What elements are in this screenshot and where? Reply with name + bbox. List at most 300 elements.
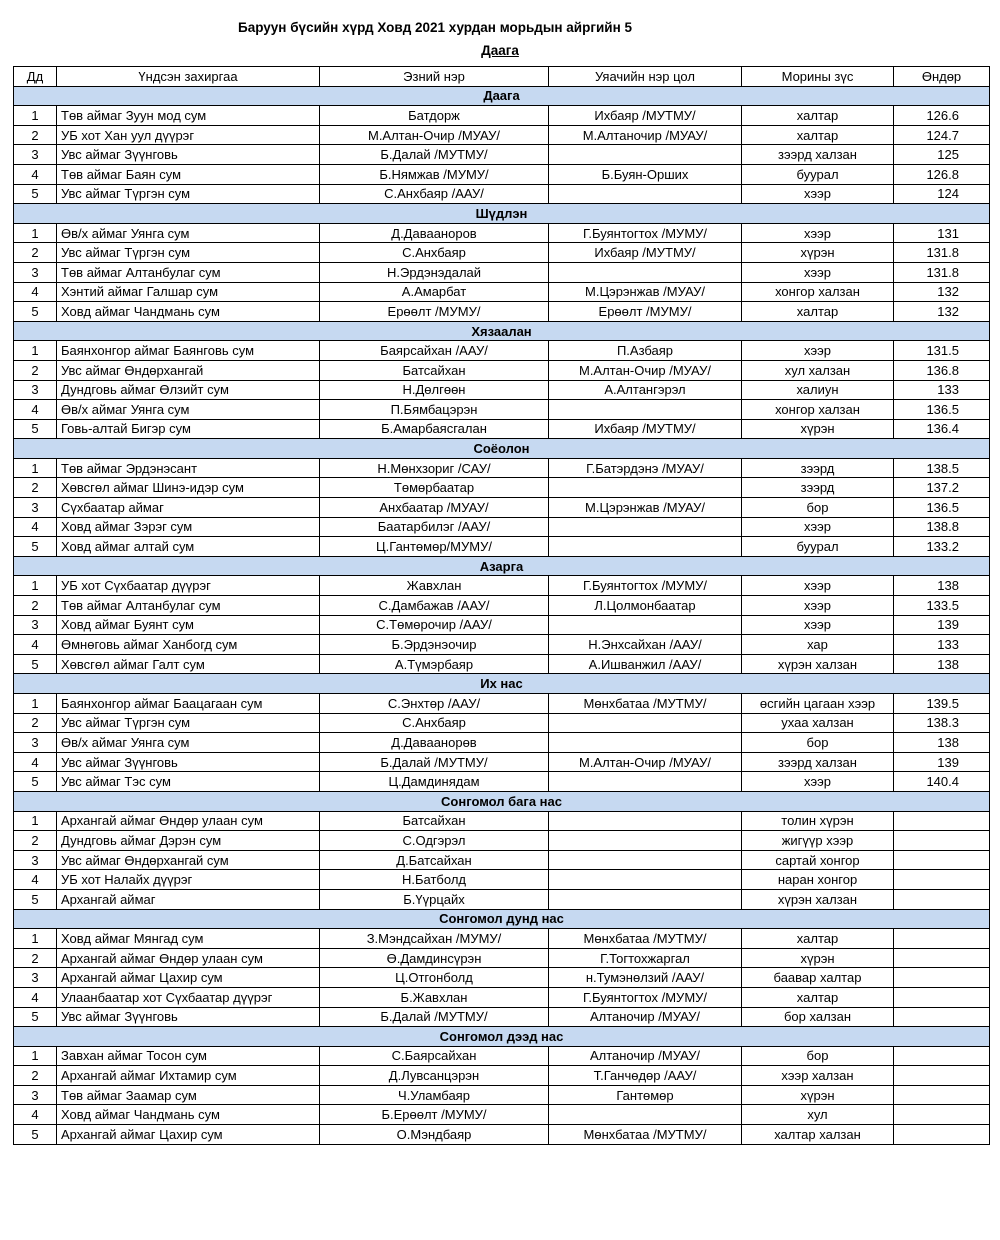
cell-horse-color: халтар	[742, 106, 894, 126]
table-header-row	[14, 67, 990, 87]
cell-owner: Ерөөлт /МУМУ/	[320, 302, 549, 322]
cell-trainer	[549, 811, 742, 831]
cell-horse-color: жигүүр хээр	[742, 831, 894, 851]
results-table	[13, 66, 990, 1145]
cell-horse-color: хээр	[742, 341, 894, 361]
table-row	[14, 811, 990, 831]
cell-trainer: Г.Буянтогтох /МУМУ/	[549, 223, 742, 243]
cell-horse-color: халтар халзан	[742, 1125, 894, 1145]
cell-trainer	[549, 400, 742, 420]
cell-horse-color: халтар	[742, 125, 894, 145]
cell-number: 4	[14, 635, 57, 655]
cell-owner: Д.Давааноров	[320, 223, 549, 243]
cell-height: 124	[894, 184, 990, 204]
cell-number: 1	[14, 106, 57, 126]
section-title: Сонгомол дунд нас	[14, 909, 990, 929]
cell-height: 133.5	[894, 596, 990, 616]
table-row	[14, 615, 990, 635]
cell-owner: С.Дамбажав /ААУ/	[320, 596, 549, 616]
cell-trainer	[549, 517, 742, 537]
cell-height: 137.2	[894, 478, 990, 498]
cell-number: 4	[14, 517, 57, 537]
cell-trainer: М.Алтан-Очир /МУАУ/	[549, 360, 742, 380]
section-row	[14, 1027, 990, 1047]
cell-number: 3	[14, 262, 57, 282]
cell-height: 136.4	[894, 419, 990, 439]
table-row	[14, 400, 990, 420]
cell-owner: С.Энхтөр /ААУ/	[320, 694, 549, 714]
cell-height	[894, 929, 990, 949]
cell-height: 139	[894, 615, 990, 635]
table-row	[14, 831, 990, 851]
cell-trainer: Г.Буянтогтох /МУМУ/	[549, 576, 742, 596]
cell-trainer: Г.Буянтогтох /МУМУ/	[549, 987, 742, 1007]
table-row	[14, 1046, 990, 1066]
cell-district: Төв аймаг Алтанбулаг сум	[57, 262, 320, 282]
cell-district: Улаанбаатар хот Сүхбаатар дүүрэг	[57, 987, 320, 1007]
cell-owner: Батсайхан	[320, 811, 549, 831]
header-owner: Эзний нэр	[320, 67, 549, 87]
cell-district: Архангай аймаг Ихтамир сум	[57, 1066, 320, 1086]
table-row	[14, 498, 990, 518]
table-row	[14, 458, 990, 478]
cell-horse-color: буурал	[742, 537, 894, 557]
cell-owner: Н.Батболд	[320, 870, 549, 890]
cell-owner: Төмөрбаатар	[320, 478, 549, 498]
cell-district: Ховд аймаг Буянт сум	[57, 615, 320, 635]
cell-number: 3	[14, 850, 57, 870]
cell-trainer	[549, 889, 742, 909]
cell-number: 1	[14, 929, 57, 949]
table-row	[14, 654, 990, 674]
cell-owner: С.Одгэрэл	[320, 831, 549, 851]
cell-number: 2	[14, 360, 57, 380]
cell-number: 2	[14, 478, 57, 498]
cell-horse-color: зээрд халзан	[742, 145, 894, 165]
cell-number: 2	[14, 713, 57, 733]
table-row	[14, 223, 990, 243]
section-title: Даага	[14, 86, 990, 106]
cell-height: 138.8	[894, 517, 990, 537]
table-row	[14, 752, 990, 772]
cell-height	[894, 1066, 990, 1086]
cell-district: УБ хот Хан уул дүүрэг	[57, 125, 320, 145]
cell-district: Хөвсгөл аймаг Шинэ-идэр сум	[57, 478, 320, 498]
table-row	[14, 478, 990, 498]
table-row	[14, 968, 990, 988]
header-height: Өндөр	[894, 67, 990, 87]
cell-trainer	[549, 831, 742, 851]
cell-height: 138	[894, 576, 990, 596]
cell-owner: Б.Далай /МУТМУ/	[320, 752, 549, 772]
cell-horse-color: хүрэн	[742, 1085, 894, 1105]
cell-horse-color: өсгийн цагаан хээр	[742, 694, 894, 714]
cell-height: 133	[894, 635, 990, 655]
cell-district: Увс аймаг Зүүнговь	[57, 752, 320, 772]
cell-number: 4	[14, 400, 57, 420]
table-row	[14, 380, 990, 400]
cell-owner: Б.Жавхлан	[320, 987, 549, 1007]
cell-horse-color: хээр	[742, 517, 894, 537]
cell-height: 124.7	[894, 125, 990, 145]
cell-horse-color: хүрэн	[742, 243, 894, 263]
cell-trainer	[549, 870, 742, 890]
table-row	[14, 850, 990, 870]
cell-horse-color: бор халзан	[742, 1007, 894, 1027]
cell-height	[894, 1105, 990, 1125]
cell-trainer: Ерөөлт /МУМУ/	[549, 302, 742, 322]
header-district: Үндсэн захиргаа	[57, 67, 320, 87]
cell-owner: Баярсайхан /ААУ/	[320, 341, 549, 361]
cell-number: 1	[14, 458, 57, 478]
section-row	[14, 909, 990, 929]
table-row	[14, 106, 990, 126]
table-row	[14, 1125, 990, 1145]
cell-horse-color: хээр	[742, 262, 894, 282]
cell-number: 1	[14, 694, 57, 714]
cell-owner: Б.Далай /МУТМУ/	[320, 1007, 549, 1027]
cell-horse-color: халтар	[742, 929, 894, 949]
cell-trainer: Мөнхбатаа /МУТМУ/	[549, 929, 742, 949]
table-row	[14, 929, 990, 949]
cell-trainer	[549, 262, 742, 282]
cell-height	[894, 850, 990, 870]
cell-horse-color: зээрд халзан	[742, 752, 894, 772]
cell-trainer	[549, 184, 742, 204]
cell-district: Увс аймаг Зүүнговь	[57, 145, 320, 165]
cell-district: Ховд аймаг Чандмань сум	[57, 1105, 320, 1125]
cell-district: Өв/х аймаг Уянга сум	[57, 733, 320, 753]
cell-owner: Б.Амарбаясгалан	[320, 419, 549, 439]
cell-number: 4	[14, 1105, 57, 1125]
table-row	[14, 243, 990, 263]
cell-owner: Н.Эрдэнэдалай	[320, 262, 549, 282]
section-row	[14, 204, 990, 224]
cell-number: 2	[14, 948, 57, 968]
section-title: Сонгомол дээд нас	[14, 1027, 990, 1047]
table-row	[14, 694, 990, 714]
cell-horse-color: зээрд	[742, 478, 894, 498]
cell-horse-color: халтар	[742, 302, 894, 322]
cell-horse-color: хээр	[742, 772, 894, 792]
cell-trainer: Ихбаяр /МУТМУ/	[549, 106, 742, 126]
cell-number: 5	[14, 772, 57, 792]
cell-height: 136.8	[894, 360, 990, 380]
section-title: Азарга	[14, 556, 990, 576]
page-subtitle: Даага	[481, 43, 519, 58]
cell-owner: З.Мэндсайхан /МУМУ/	[320, 929, 549, 949]
table-row	[14, 772, 990, 792]
cell-height	[894, 1085, 990, 1105]
cell-horse-color: халиун	[742, 380, 894, 400]
cell-district: Өв/х аймаг Уянга сум	[57, 223, 320, 243]
cell-number: 5	[14, 1007, 57, 1027]
cell-height: 139	[894, 752, 990, 772]
cell-horse-color: толин хүрэн	[742, 811, 894, 831]
cell-owner: С.Анхбаяр	[320, 243, 549, 263]
cell-owner: Н.Дөлгөөн	[320, 380, 549, 400]
cell-number: 4	[14, 752, 57, 772]
cell-height: 139.5	[894, 694, 990, 714]
cell-district: Увс аймаг Түргэн сум	[57, 184, 320, 204]
cell-number: 1	[14, 1046, 57, 1066]
cell-owner: Батдорж	[320, 106, 549, 126]
cell-trainer	[549, 615, 742, 635]
cell-horse-color: хар	[742, 635, 894, 655]
table-row	[14, 262, 990, 282]
section-row	[14, 556, 990, 576]
cell-trainer: Л.Цолмонбаатар	[549, 596, 742, 616]
cell-district: Архангай аймаг	[57, 889, 320, 909]
cell-owner: Д.Даваанорөв	[320, 733, 549, 753]
cell-horse-color: ухаа халзан	[742, 713, 894, 733]
cell-number: 1	[14, 223, 57, 243]
header-horse-color: Морины зүс	[742, 67, 894, 87]
cell-owner: О.Мэндбаяр	[320, 1125, 549, 1145]
cell-number: 3	[14, 733, 57, 753]
cell-trainer	[549, 478, 742, 498]
cell-trainer: М.Цэрэнжав /МУАУ/	[549, 282, 742, 302]
cell-district: Төв аймаг Алтанбулаг сум	[57, 596, 320, 616]
cell-height: 140.4	[894, 772, 990, 792]
cell-height: 136.5	[894, 400, 990, 420]
cell-trainer: М.Цэрэнжав /МУАУ/	[549, 498, 742, 518]
table-row	[14, 517, 990, 537]
cell-owner: Анхбаатар /МУАУ/	[320, 498, 549, 518]
cell-district: Төв аймаг Зуун мод сум	[57, 106, 320, 126]
table-row	[14, 1085, 990, 1105]
table-row	[14, 1007, 990, 1027]
table-row	[14, 635, 990, 655]
cell-number: 3	[14, 380, 57, 400]
cell-height: 132	[894, 302, 990, 322]
header-number: Дд	[14, 67, 57, 87]
cell-height	[894, 831, 990, 851]
cell-number: 2	[14, 1066, 57, 1086]
cell-district: УБ хот Налайх дүүрэг	[57, 870, 320, 890]
cell-horse-color: хул	[742, 1105, 894, 1125]
cell-district: Баянхонгор аймаг Баацагаан сум	[57, 694, 320, 714]
cell-number: 5	[14, 184, 57, 204]
cell-owner: Ц.Дамдинядам	[320, 772, 549, 792]
cell-height	[894, 870, 990, 890]
table-row	[14, 537, 990, 557]
table-body	[14, 86, 990, 1144]
cell-height: 138.3	[894, 713, 990, 733]
cell-owner: Б.Ерөөлт /МУМУ/	[320, 1105, 549, 1125]
cell-trainer: Ихбаяр /МУТМУ/	[549, 419, 742, 439]
cell-owner: Б.Эрдэнэочир	[320, 635, 549, 655]
section-row	[14, 791, 990, 811]
table-row	[14, 341, 990, 361]
cell-horse-color: хул халзан	[742, 360, 894, 380]
cell-district: Өв/х аймаг Уянга сум	[57, 400, 320, 420]
cell-number: 1	[14, 341, 57, 361]
cell-trainer	[549, 537, 742, 557]
cell-horse-color: хээр халзан	[742, 1066, 894, 1086]
table-row	[14, 596, 990, 616]
table-row	[14, 145, 990, 165]
cell-district: Баянхонгор аймаг Баянговь сум	[57, 341, 320, 361]
cell-owner: А.Амарбат	[320, 282, 549, 302]
cell-owner: Ө.Дамдинсүрэн	[320, 948, 549, 968]
cell-number: 3	[14, 1085, 57, 1105]
cell-number: 5	[14, 302, 57, 322]
cell-owner: С.Төмөрочир /ААУ/	[320, 615, 549, 635]
cell-height	[894, 1046, 990, 1066]
table-row	[14, 889, 990, 909]
cell-district: Архангай аймаг Цахир сум	[57, 1125, 320, 1145]
cell-district: Хөвсгөл аймаг Галт сум	[57, 654, 320, 674]
cell-owner: П.Бямбацэрэн	[320, 400, 549, 420]
cell-horse-color: буурал	[742, 164, 894, 184]
cell-horse-color: хээр	[742, 576, 894, 596]
cell-trainer: Ихбаяр /МУТМУ/	[549, 243, 742, 263]
cell-horse-color: хүрэн	[742, 419, 894, 439]
cell-owner: Ц.Гантөмөр/МУМУ/	[320, 537, 549, 557]
table-row	[14, 302, 990, 322]
cell-horse-color: хээр	[742, 223, 894, 243]
cell-trainer: Г.Батэрдэнэ /МУАУ/	[549, 458, 742, 478]
cell-district: Увс аймаг Өндөрхангай	[57, 360, 320, 380]
cell-horse-color: бор	[742, 1046, 894, 1066]
cell-trainer	[549, 713, 742, 733]
cell-horse-color: сартай хонгор	[742, 850, 894, 870]
section-row	[14, 674, 990, 694]
cell-district: Хэнтий аймаг Галшар сум	[57, 282, 320, 302]
cell-number: 5	[14, 537, 57, 557]
cell-number: 3	[14, 615, 57, 635]
cell-height: 138	[894, 654, 990, 674]
cell-number: 1	[14, 576, 57, 596]
cell-trainer: Гантөмөр	[549, 1085, 742, 1105]
cell-height: 131.8	[894, 262, 990, 282]
section-title: Шүдлэн	[14, 204, 990, 224]
cell-owner: Ч.Уламбаяр	[320, 1085, 549, 1105]
cell-district: Говь-алтай Бигэр сум	[57, 419, 320, 439]
cell-height	[894, 987, 990, 1007]
cell-owner: С.Анхбаяр	[320, 713, 549, 733]
cell-trainer: П.Азбаяр	[549, 341, 742, 361]
cell-owner: Б.Нямжав /МУМУ/	[320, 164, 549, 184]
cell-number: 4	[14, 164, 57, 184]
cell-owner: Ц.Отгонболд	[320, 968, 549, 988]
section-title: Соёолон	[14, 439, 990, 459]
cell-horse-color: бор	[742, 733, 894, 753]
cell-height	[894, 948, 990, 968]
section-title: Сонгомол бага нас	[14, 791, 990, 811]
section-title: Хязаалан	[14, 321, 990, 341]
cell-district: Архангай аймаг Өндөр улаан сум	[57, 948, 320, 968]
cell-trainer	[549, 145, 742, 165]
cell-district: Төв аймаг Эрдэнэсант	[57, 458, 320, 478]
table-row	[14, 1105, 990, 1125]
cell-district: Өмнөговь аймаг Ханбогд сум	[57, 635, 320, 655]
cell-horse-color: баавар халтар	[742, 968, 894, 988]
cell-district: Архангай аймаг Өндөр улаан сум	[57, 811, 320, 831]
cell-height: 133.2	[894, 537, 990, 557]
table-row	[14, 282, 990, 302]
cell-height	[894, 1125, 990, 1145]
cell-number: 2	[14, 596, 57, 616]
cell-trainer: н.Тумэнөлзий /ААУ/	[549, 968, 742, 988]
cell-trainer	[549, 1105, 742, 1125]
cell-number: 4	[14, 870, 57, 890]
cell-horse-color: наран хонгор	[742, 870, 894, 890]
cell-height: 131	[894, 223, 990, 243]
cell-horse-color: хээр	[742, 184, 894, 204]
table-row	[14, 164, 990, 184]
table-row	[14, 948, 990, 968]
table-row	[14, 733, 990, 753]
cell-height: 138.5	[894, 458, 990, 478]
cell-trainer	[549, 733, 742, 753]
cell-owner: Б.Үүрцайх	[320, 889, 549, 909]
cell-district: Дундговь аймаг Өлзийт сум	[57, 380, 320, 400]
cell-number: 2	[14, 831, 57, 851]
cell-owner: М.Алтан-Очир /МУАУ/	[320, 125, 549, 145]
cell-height: 138	[894, 733, 990, 753]
table-row	[14, 1066, 990, 1086]
table-row	[14, 125, 990, 145]
cell-district: Увс аймаг Түргэн сум	[57, 713, 320, 733]
cell-number: 5	[14, 419, 57, 439]
cell-number: 4	[14, 987, 57, 1007]
cell-horse-color: хээр	[742, 615, 894, 635]
cell-district: Увс аймаг Зүүнговь	[57, 1007, 320, 1027]
cell-trainer: Мөнхбатаа /МУТМУ/	[549, 694, 742, 714]
cell-owner: Жавхлан	[320, 576, 549, 596]
cell-district: Увс аймаг Түргэн сум	[57, 243, 320, 263]
cell-horse-color: хүрэн халзан	[742, 654, 894, 674]
table-row	[14, 987, 990, 1007]
cell-district: Увс аймаг Өндөрхангай сум	[57, 850, 320, 870]
cell-height	[894, 811, 990, 831]
cell-trainer	[549, 772, 742, 792]
cell-number: 5	[14, 889, 57, 909]
cell-district: Ховд аймаг Зэрэг сум	[57, 517, 320, 537]
cell-owner: Н.Мөнхзориг /САУ/	[320, 458, 549, 478]
cell-trainer: Т.Ганчөдөр /ААУ/	[549, 1066, 742, 1086]
cell-number: 3	[14, 968, 57, 988]
cell-trainer: Алтаночир /МУАУ/	[549, 1046, 742, 1066]
cell-owner: Баатарбилэг /ААУ/	[320, 517, 549, 537]
cell-owner: Д.Батсайхан	[320, 850, 549, 870]
cell-number: 5	[14, 654, 57, 674]
cell-district: Архангай аймаг Цахир сум	[57, 968, 320, 988]
cell-height: 136.5	[894, 498, 990, 518]
cell-district: Завхан аймаг Тосон сум	[57, 1046, 320, 1066]
cell-height	[894, 968, 990, 988]
cell-owner: Б.Далай /МУТМУ/	[320, 145, 549, 165]
cell-height: 132	[894, 282, 990, 302]
cell-horse-color: бор	[742, 498, 894, 518]
cell-number: 2	[14, 243, 57, 263]
cell-number: 3	[14, 498, 57, 518]
cell-height: 126.6	[894, 106, 990, 126]
cell-trainer: Б.Буян-Орших	[549, 164, 742, 184]
cell-height: 126.8	[894, 164, 990, 184]
cell-horse-color: хүрэн халзан	[742, 889, 894, 909]
cell-height	[894, 889, 990, 909]
cell-district: Төв аймаг Заамар сум	[57, 1085, 320, 1105]
cell-number: 1	[14, 811, 57, 831]
cell-trainer: А.Алтангэрэл	[549, 380, 742, 400]
cell-owner: А.Түмэрбаяр	[320, 654, 549, 674]
cell-district: Дундговь аймаг Дэрэн сум	[57, 831, 320, 851]
cell-trainer: Н.Энхсайхан /ААУ/	[549, 635, 742, 655]
table-row	[14, 184, 990, 204]
